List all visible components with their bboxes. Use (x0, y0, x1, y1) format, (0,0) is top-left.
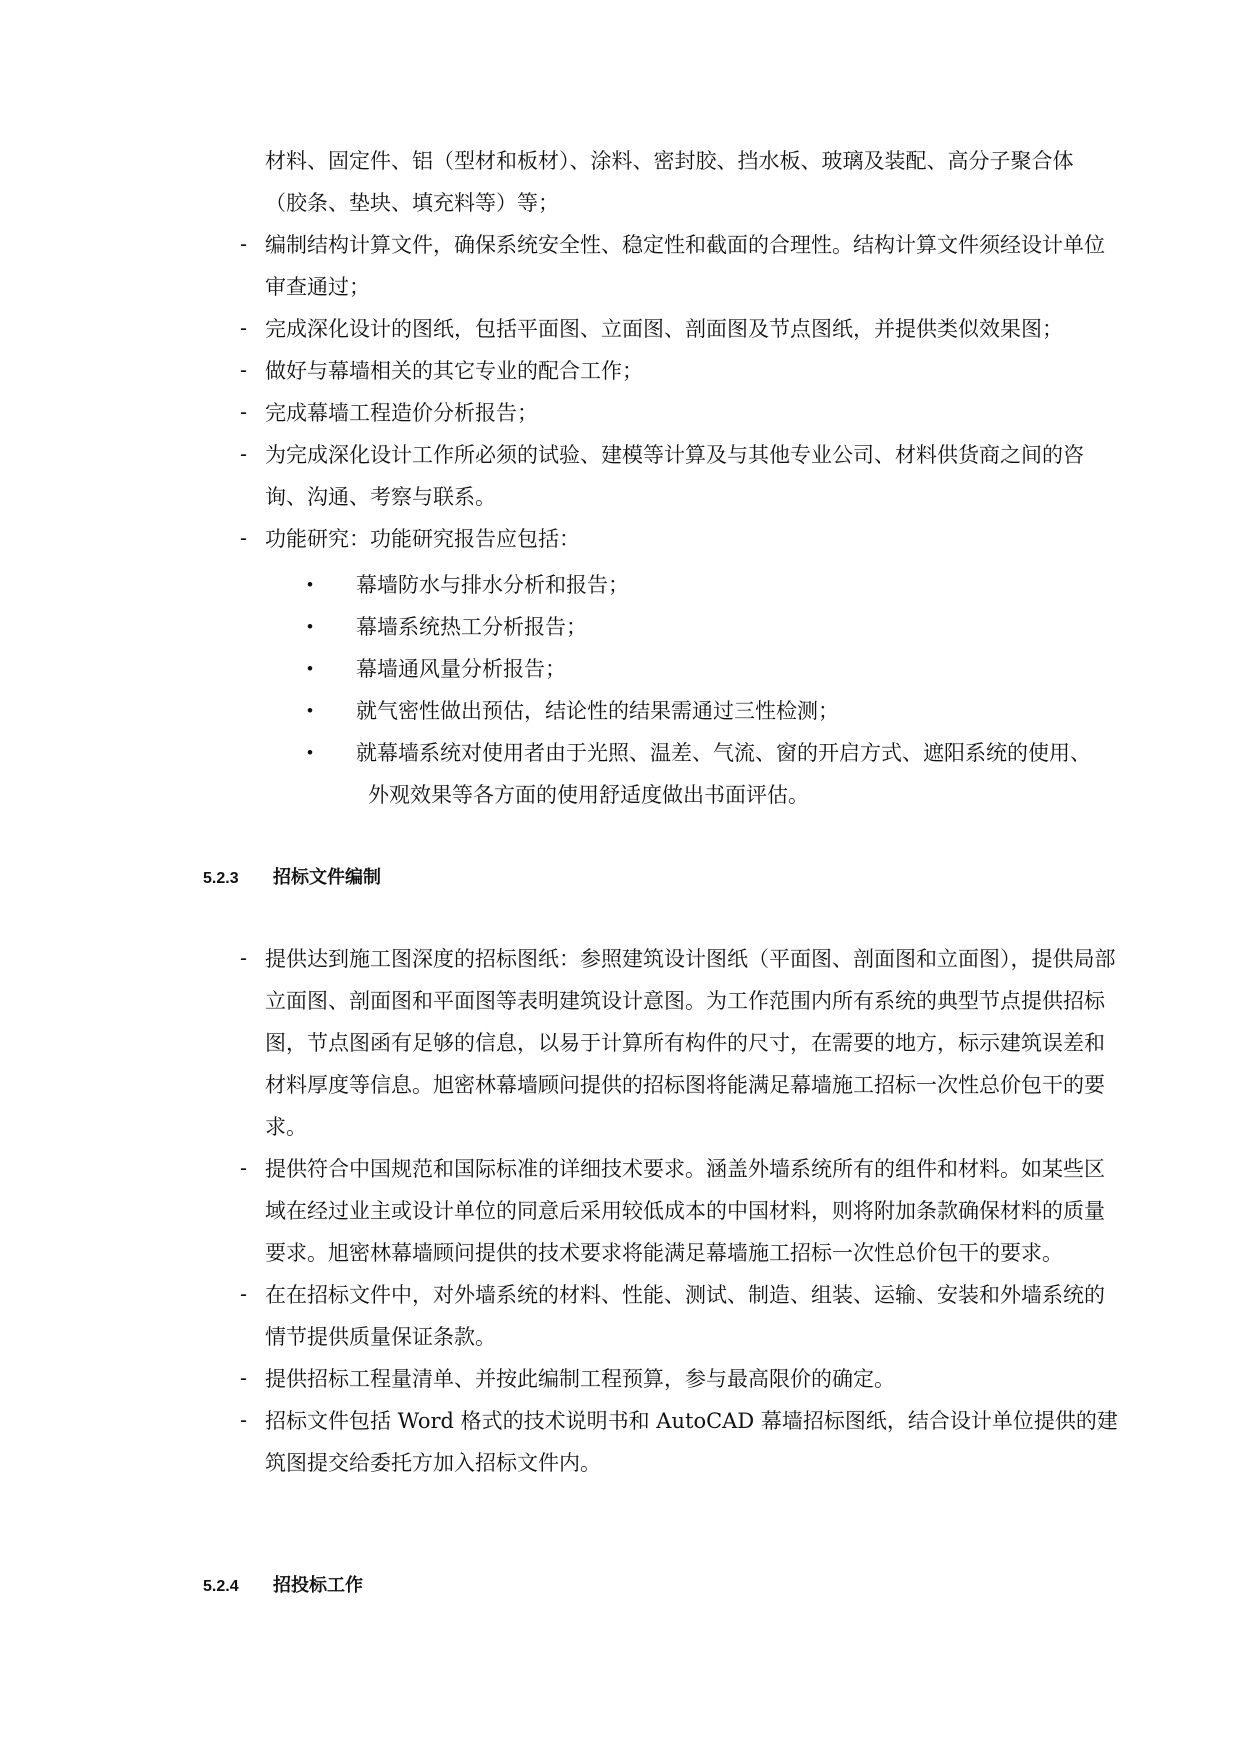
list-item-text: 做好与幕墙相关的其它专业的配合工作； (265, 359, 643, 383)
list-item (0, 434, 1241, 518)
list-marker: - (240, 1283, 247, 1306)
list-item-text: 完成幕墙工程造价分析报告； (265, 401, 538, 425)
list-marker: - (240, 1157, 247, 1180)
list-item-text: 提供达到施工图深度的招标图纸：参照建筑设计图纸（平面图、剖面图和立面图），提供局部立面图、剖面图和平面图等表明建筑设计意图。为工作范围内所有系统的典型节点提供招标图，节点图函有足够的信息，以易于计算所有构件的尺寸，在需要的地方，标示建筑误差和材料厚度等信息。旭密林幕墙顾问提供的招标图将能满足幕墙施工招标一次性总价包干的要求。 (265, 947, 1116, 1139)
list-item-text: 完成深化设计的图纸，包括平面图、立面图、剖面图及节点图纸，并提供类似效果图； (265, 317, 1063, 341)
bullet-item (0, 690, 1241, 732)
section-number: 5.2.3 (203, 870, 239, 887)
list-item (0, 392, 1241, 434)
tender-tasks-list (0, 938, 1241, 1484)
bullet-item (0, 606, 1241, 648)
list-item (0, 224, 1241, 308)
continuation-line-2: （胶条、垫块、填充料等）等； (265, 191, 559, 215)
section-title: 招投标工作 (273, 1575, 363, 1596)
list-marker: - (240, 233, 247, 256)
bullet-text-continuation: 外观效果等各方面的使用舒适度做出书面评估。 (368, 783, 809, 807)
list-marker: - (240, 359, 247, 382)
list-marker: - (240, 317, 247, 340)
list-item-text: 为完成深化设计工作所必须的试验、建模等计算及与其他专业公司、材料供货商之间的咨询、沟通、考察与联系。 (265, 443, 1084, 509)
bullet-item (0, 732, 1241, 816)
bullet-text: 幕墙通风量分析报告； (356, 657, 566, 681)
bullet-marker: • (307, 617, 313, 636)
list-item (0, 1400, 1241, 1484)
list-marker: - (240, 443, 247, 466)
section-number: 5.2.4 (203, 1578, 239, 1595)
list-marker: - (240, 527, 247, 550)
bullet-text: 就幕墙系统对使用者由于光照、温差、气流、窗的开启方式、遮阳系统的使用、 (356, 741, 1091, 765)
bullet-item (0, 564, 1241, 606)
design-tasks-list (0, 224, 1241, 560)
continuation-line-1: 材料、固定件、铝（型材和板材）、涂料、密封胶、挡水板、玻璃及装配、高分子聚合体 (265, 149, 1074, 173)
function-study-bullets (0, 564, 1241, 816)
list-item-text: 在在招标文件中，对外墙系统的材料、性能、测试、制造、组装、运输、安装和外墙系统的情节提供质量保证条款。 (265, 1283, 1105, 1349)
bullet-text: 幕墙系统热工分析报告； (356, 615, 587, 639)
bullet-marker: • (307, 743, 313, 762)
section-title: 招标文件编制 (273, 867, 381, 888)
bullet-marker: • (307, 575, 313, 594)
list-item-text: 编制结构计算文件，确保系统安全性、稳定性和截面的合理性。结构计算文件须经设计单位审查通过； (265, 233, 1105, 299)
list-item (0, 1274, 1241, 1358)
list-item (0, 350, 1241, 392)
list-item-text: 招标文件包括 Word 格式的技术说明书和 AutoCAD 幕墙招标图纸，结合设计单位提供的建筑图提交给委托方加入招标文件内。 (265, 1409, 1118, 1475)
list-marker: - (240, 1367, 247, 1390)
section-heading-5-2-3 (203, 862, 381, 892)
list-marker: - (240, 401, 247, 424)
continuation-paragraph (265, 140, 1125, 224)
list-item-text: 功能研究：功能研究报告应包括： (265, 527, 580, 551)
list-item (0, 518, 1241, 560)
list-marker: - (240, 947, 247, 970)
list-item (0, 1358, 1241, 1400)
bullet-marker: • (307, 659, 313, 678)
bullet-text: 就气密性做出预估，结论性的结果需通过三性检测； (356, 699, 839, 723)
list-item (0, 308, 1241, 350)
list-item-text: 提供符合中国规范和国际标准的详细技术要求。涵盖外墙系统所有的组件和材料。如某些区域在经过业主或设计单位的同意后采用较低成本的中国材料，则将附加条款确保材料的质量要求。旭密林幕墙顾问提供的技术要求将能满足幕墙施工招标一次性总价包干的要求。 (265, 1157, 1105, 1265)
bullet-text: 幕墙防水与排水分析和报告； (356, 573, 629, 597)
section-heading-5-2-4 (203, 1570, 363, 1600)
list-item (0, 1148, 1241, 1274)
list-marker: - (240, 1409, 247, 1432)
list-item-text: 提供招标工程量清单、并按此编制工程预算，参与最高限价的确定。 (265, 1367, 895, 1391)
list-item (0, 938, 1241, 1148)
bullet-marker: • (307, 701, 313, 720)
bullet-item (0, 648, 1241, 690)
